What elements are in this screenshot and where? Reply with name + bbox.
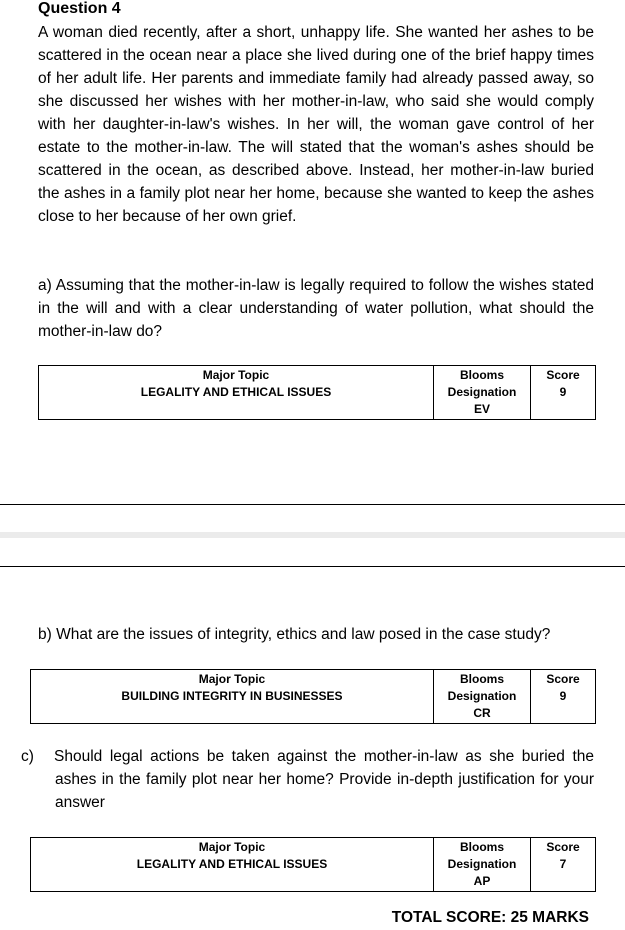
score-heading: Score [546, 840, 580, 854]
score-value: 9 [559, 689, 567, 703]
major-topic-heading: Major Topic [202, 368, 270, 382]
major-topic-value: LEGALITY AND ETHICAL ISSUES [140, 385, 332, 399]
designation-heading: Designation [447, 857, 517, 871]
major-topic-cell [39, 366, 434, 420]
page-break-band [0, 532, 625, 538]
blooms-value: CR [473, 706, 491, 720]
total-score: TOTAL SCORE: 25 MARKS [391, 909, 589, 926]
score-cell [531, 670, 596, 724]
page-divider-top [0, 504, 625, 505]
blooms-cell [434, 366, 531, 420]
major-topic-heading: Major Topic [198, 672, 266, 686]
part-a-question: a) Assuming that the mother-in-law is legally required to follow the wishes stated in the will and with a clear understanding of water pollution, what should the mother-in-law do? [38, 277, 594, 340]
score-value: 7 [559, 857, 567, 871]
blooms-cell [434, 670, 531, 724]
page-divider-bottom [0, 566, 625, 567]
score-heading: Score [546, 672, 580, 686]
question-title: Question 4 [38, 0, 121, 17]
part-c-metadata-table [30, 837, 596, 892]
major-topic-cell [31, 838, 434, 892]
part-c-text: Should legal actions be taken against the mother-in-law as she buried the ashes in the family plot near her home? Provide in-depth justification for your answer [54, 748, 594, 811]
blooms-heading: Blooms [459, 840, 504, 854]
major-topic-value: LEGALITY AND ETHICAL ISSUES [136, 857, 328, 871]
blooms-heading: Blooms [459, 672, 504, 686]
part-b-question: b) What are the issues of integrity, ethics and law posed in the case study? [38, 626, 551, 643]
part-c-label: c) [21, 748, 34, 765]
score-heading: Score [546, 368, 580, 382]
major-topic-heading: Major Topic [198, 840, 266, 854]
designation-heading: Designation [447, 689, 517, 703]
major-topic-cell [31, 670, 434, 724]
part-c-question [21, 745, 594, 814]
part-b-metadata-table [30, 669, 596, 724]
case-study-text: A woman died recently, after a short, unhappy life. She wanted her ashes to be scattered in the ocean near a place she lived during one of the brief happy times of her adult life. Her parents and immediate family had already passed away, so she discussed her wishes with her mother-in-law, who said she would comply with her daughter-in-law's wishes. In her will, the woman gave control of her estate to the mother-in-law. The will stated that the woman's ashes should be scattered in the ocean, as described above. Instead, her mother-in-law buried the ashes in a family plot near her home, because she wanted to keep the ashes close to her because of her own grief. [38, 24, 594, 225]
blooms-cell [434, 838, 531, 892]
designation-heading: Designation [447, 385, 517, 399]
major-topic-value: BUILDING INTEGRITY IN BUSINESSES [121, 689, 343, 703]
blooms-value: EV [473, 402, 490, 416]
blooms-heading: Blooms [459, 368, 504, 382]
score-value: 9 [559, 385, 567, 399]
score-cell [531, 366, 596, 420]
blooms-value: AP [473, 874, 491, 888]
part-a-metadata-table [38, 365, 596, 420]
score-cell [531, 838, 596, 892]
